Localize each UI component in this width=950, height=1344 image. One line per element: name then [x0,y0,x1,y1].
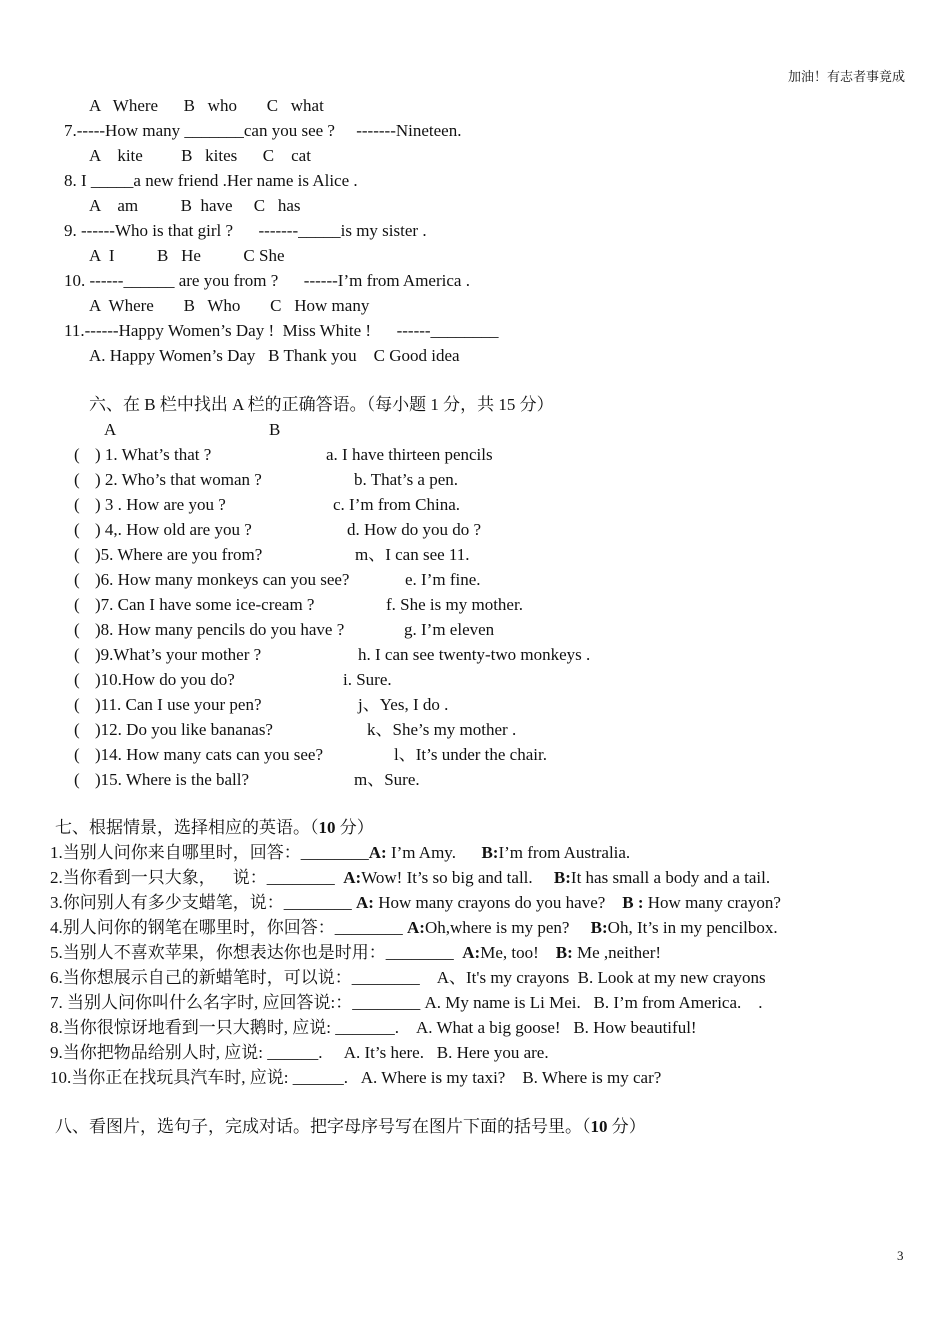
q7-options: A kite B kites C cat [89,146,311,165]
match-answer: b. That’s a pen. [354,470,459,489]
match-answer: f. She is my mother. [386,595,523,614]
q7-question: 7.-----How many _______can you see ? -------Nineteen. [64,121,462,140]
s7-q7: 7. 当别人问你叫什么名字时, 应回答说:：________ A. My name is Li Mei. B. I’m from America. . [50,993,763,1012]
q11-options: A. Happy Women’s Day B Thank you C Good idea [89,346,460,365]
match-answer: h. I can see twenty-two monkeys . [358,645,591,664]
q9-question: 9. ------Who is that girl ? -------_____is my sister . [64,221,427,240]
match-answer: g. I’m eleven [404,620,495,639]
q10-options: A Where B Who C How many [89,296,370,315]
answer-paren: ( [74,745,80,764]
match-question: )10.How do you do? [95,670,235,689]
match-answer: l、It’s under the chair. [394,745,547,764]
s7-q10: 10.当你正在找玩具汽车时, 应说: ______. A. Where is my taxi? B. Where is my car? [50,1068,662,1087]
s7-q1: 1.当别人问你来自哪里时，回答：________A: I’m Amy. B:I’m from Australia. [50,843,631,862]
q11-question: 11.------Happy Women’s Day ! Miss White ! ------________ [64,321,499,340]
section7-title: 七、根据情景，选择相应的英语。（10 分） [55,818,374,837]
answer-paren: ( [74,445,80,464]
match-answer: c. I’m from China. [333,495,460,514]
page-header: 加油！有志者事竟成 [787,69,905,84]
answer-paren: ( [74,770,80,789]
match-question: )12. Do you like bananas? [95,720,273,739]
answer-paren: ( [74,595,80,614]
q6-options: A Where B who C what [89,96,324,115]
q8-question: 8. I _____a new friend .Her name is Alice . [64,171,358,190]
s7-q2: 2.当你看到一只大象， 说：________ A:Wow! It’s so big and tall. B:It has small a body and a tail. [50,868,771,887]
answer-paren: ( [74,720,80,739]
answer-paren: ( [74,645,80,664]
answer-paren: ( [74,520,80,539]
section8-title: 八、看图片，选句子，完成对话。把字母序号写在图片下面的括号里。（10 分） [55,1117,646,1136]
match-question: )9.What’s your mother ? [95,645,262,664]
page-number: 3 [897,1248,904,1263]
match-answer: m、Sure. [354,770,420,789]
match-question: ) 3 . How are you ? [95,495,226,514]
s7-q6: 6.当你想展示自己的新蜡笔时，可以说：________ A、It's my crayons B. Look at my new crayons [50,968,766,987]
match-answer: k、She’s my mother . [367,720,517,739]
s7-q4: 4.别人问你的钢笔在哪里时，你回答：________ A:Oh,where is my pen? B:Oh, It’s in my pencilbox. [50,918,778,937]
s7-q3: 3.你问别人有多少支蜡笔，说：________ A: How many crayons do you have? B : How many crayon? [50,893,781,912]
column-a-heading: A [104,420,117,439]
section6-title: 六、在 B 栏中找出 A 栏的正确答语。（每小题 1 分，共 15 分） [89,395,554,414]
match-question: )14. How many cats can you see? [95,745,324,764]
match-answer: a. I have thirteen pencils [326,445,493,464]
answer-paren: ( [74,620,80,639]
s7-q9: 9.当你把物品给别人时, 应说: ______. A. It’s here. B. Here you are. [50,1043,549,1062]
answer-paren: ( [74,470,80,489]
match-question: )11. Can I use your pen? [95,695,262,714]
answer-paren: ( [74,695,80,714]
match-question: ) 1. What’s that ? [95,445,212,464]
s7-q8: 8.当你很惊讶地看到一只大鹅时, 应说: _______. A. What a big goose! B. How beautiful! [50,1018,697,1037]
match-question: )6. How many monkeys can you see? [95,570,350,589]
q8-options: A am B have C has [89,196,301,215]
match-question: )15. Where is the ball? [95,770,250,789]
match-question: ) 2. Who’s that woman ? [95,470,262,489]
match-question: ) 4,. How old are you ? [95,520,252,539]
answer-paren: ( [74,495,80,514]
match-answer: d. How do you do ? [347,520,482,539]
column-b-heading: B [269,420,281,439]
answer-paren: ( [74,545,80,564]
match-answer: m、I can see 11. [355,545,470,564]
match-question: )8. How many pencils do you have ? [95,620,345,639]
q9-options: A I B He C She [89,246,285,265]
s7-q5: 5.当别人不喜欢苹果，你想表达你也是时用：________ A:Me, too! B: Me ,neither! [50,943,662,962]
match-question: )7. Can I have some ice-cream ? [95,595,315,614]
answer-paren: ( [74,670,80,689]
match-question: )5. Where are you from? [95,545,263,564]
match-answer: i. Sure. [343,670,392,689]
q10-question: 10. ------______ are you from ? ------I’m from America . [64,271,470,290]
answer-paren: ( [74,570,80,589]
match-answer: j、Yes, I do . [358,695,449,714]
match-answer: e. I’m fine. [405,570,481,589]
